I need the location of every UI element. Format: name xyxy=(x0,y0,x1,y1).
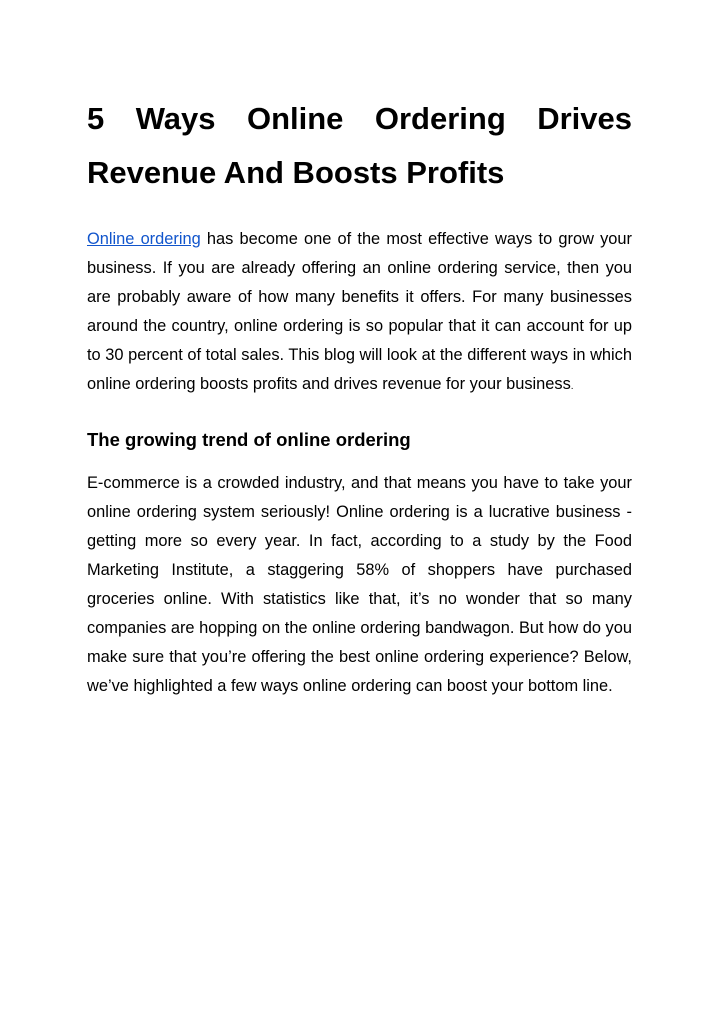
section-heading: The growing trend of online ordering xyxy=(87,429,411,450)
document-page xyxy=(87,92,632,701)
title-line-2: Revenue And Boosts Profits xyxy=(87,155,505,190)
page-title xyxy=(87,92,632,200)
title-word: Ways xyxy=(135,101,216,136)
title-word: Online xyxy=(246,101,344,136)
title-word: 5 xyxy=(87,101,105,136)
title-word: Drives xyxy=(537,101,632,136)
intro-period: . xyxy=(570,381,574,392)
intro-paragraph xyxy=(87,225,632,401)
title-line-1 xyxy=(87,92,632,146)
title-word: Ordering xyxy=(374,101,506,136)
online-ordering-link[interactable]: Online ordering xyxy=(87,230,201,248)
intro-text: has become one of the most effective ways to grow your business. If you are already offering an online ordering service, then you are probably aware of how many benefits it offers. For many businesses around the country, online ordering is so popular that it can account for up to 30 percent of total sales. This blog will look at the different ways in which online ordering boosts profits and drives revenue for your business xyxy=(87,230,632,393)
section-body-paragraph: E-commerce is a crowded industry, and that means you have to take your online ordering system seriously! Online ordering is a lucrative business - getting more so every year. In fact, according to a study by the Food Marketing Institute, a staggering 58% of shoppers have purchased groceries online. With statistics like that, it’s no wonder that so many companies are hopping on the online ordering bandwagon. But how do you make sure that you’re offering the best online ordering experience? Below, we’ve highlighted a few ways online ordering can boost your bottom line. xyxy=(87,474,632,696)
